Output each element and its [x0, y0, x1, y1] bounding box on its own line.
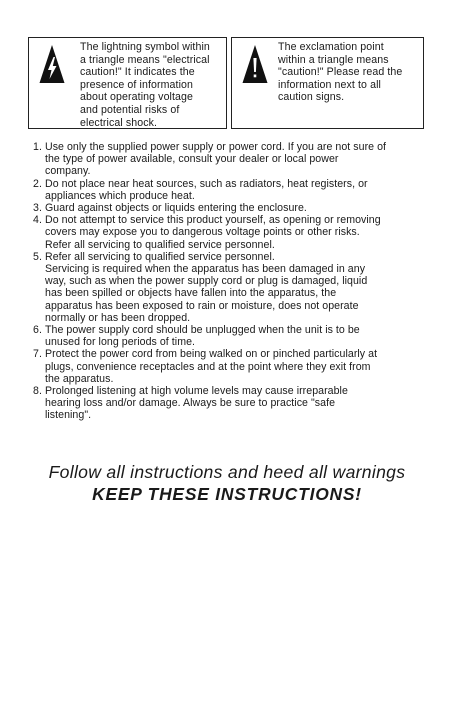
lightning-warning-text: The lightning symbol within a triangle means "electrical caution!" It indicates the presence of information about operating voltage and potential risks of electrical shock.	[80, 41, 210, 129]
instruction-number: 3.	[33, 202, 42, 215]
instruction-number: 7.	[33, 348, 42, 361]
lightning-triangle-icon	[39, 44, 65, 84]
instruction-item	[33, 324, 433, 348]
instruction-number: 4.	[33, 214, 42, 227]
instruction-text: Guard against objects or liquids entering the enclosure.	[45, 202, 307, 215]
instruction-text: Protect the power cord from being walked on or pinched particularly at plugs, convenience receptacles and at the point where they exit from the apparatus.	[45, 348, 378, 385]
exclamation-warning-box	[231, 37, 424, 129]
instruction-number: 5.	[33, 250, 42, 263]
instruction-text: The power supply cord should be unplugged when the unit is to be unused for long periods of time.	[45, 324, 360, 349]
instruction-item	[33, 348, 433, 385]
instruction-text: Prolonged listening at high volume levels may cause irreparable hearing loss and/or damage. Always be sure to practice "safe listening".	[45, 385, 348, 422]
exclamation-warning-text: The exclamation point within a triangle means "caution!" Please read the information next to all caution signs.	[278, 41, 403, 104]
safety-instructions-list	[33, 141, 433, 422]
instruction-text: Do not attempt to service this product yourself, as opening or removing covers may expose you to dangerous voltage points or other risks. Refer all servicing to qualified service personnel.	[45, 214, 381, 251]
instruction-item	[33, 202, 433, 214]
instruction-item	[33, 214, 433, 251]
lightning-warning-box	[28, 37, 227, 129]
instruction-item	[33, 251, 433, 324]
instruction-text: Do not place near heat sources, such as radiators, heat registers, or appliances which produce heat.	[45, 177, 368, 202]
instruction-number: 6.	[33, 324, 42, 337]
follow-instructions-heading: Follow all instructions and heed all warnings	[48, 462, 406, 482]
keep-instructions-heading: KEEP THESE INSTRUCTIONS!	[92, 484, 362, 504]
instruction-text: Refer all servicing to qualified service personnel. Servicing is required when the apparatus has been damaged in any way, such as when the power supply cord or plug is damaged, liquid has been spilled or objects have fallen into the apparatus, the apparatus has been exposed to rain or moisture, does not operate normally or has been dropped.	[45, 250, 368, 324]
exclamation-triangle-icon	[242, 44, 268, 84]
instruction-item	[33, 385, 433, 422]
instruction-number: 8.	[33, 385, 42, 398]
instruction-item	[33, 178, 433, 202]
instruction-number: 1.	[33, 141, 42, 153]
instruction-text: Use only the supplied power supply or power cord. If you are not sure of the type of power available, consult your dealer or local power company.	[45, 141, 387, 178]
instruction-item	[33, 141, 433, 178]
instruction-number: 2.	[33, 177, 42, 190]
